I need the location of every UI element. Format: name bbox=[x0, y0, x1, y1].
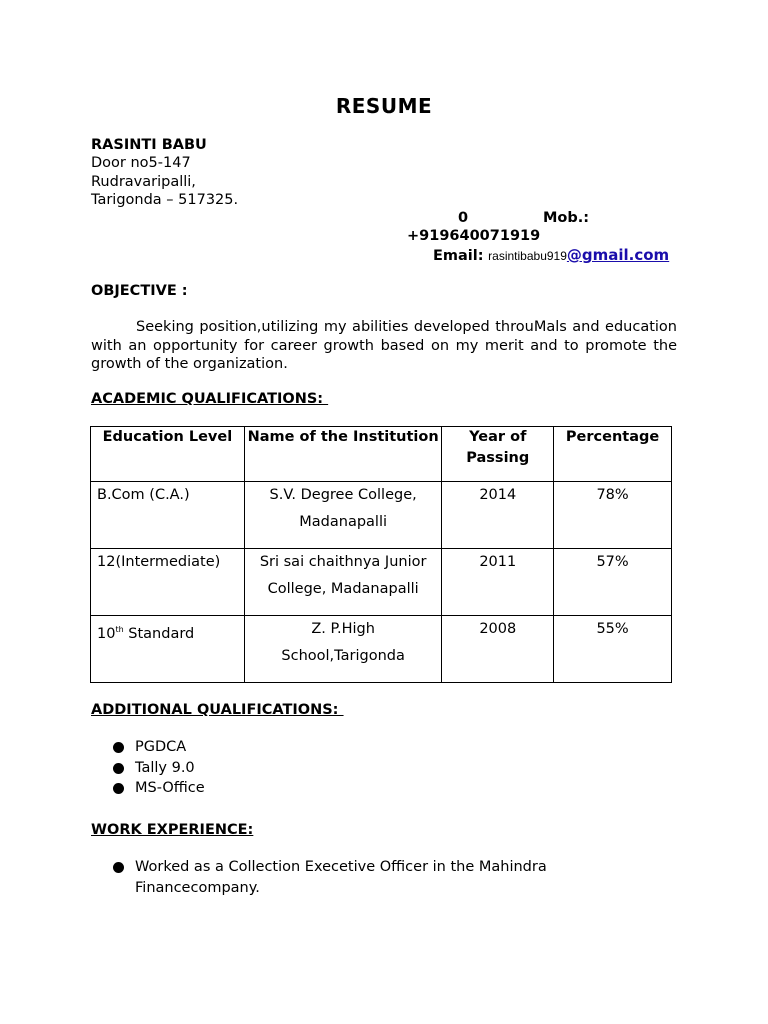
cell-percentage: 78% bbox=[554, 482, 672, 549]
institution-line: Madanapalli bbox=[299, 514, 388, 530]
level-prefix: 10 bbox=[97, 625, 116, 642]
cell-year: 2011 bbox=[442, 549, 554, 616]
candidate-name: RASINTI BABU bbox=[91, 137, 207, 153]
list-item bbox=[113, 758, 205, 779]
cell-percentage: 57% bbox=[554, 549, 672, 616]
bullet-icon bbox=[113, 763, 124, 774]
list-item-label: Worked as a Collection Execetive Officer in the Mahindra Financecompany. bbox=[135, 859, 547, 896]
academic-table bbox=[90, 426, 672, 683]
additional-list bbox=[113, 737, 205, 799]
work-list bbox=[113, 857, 583, 898]
header-institution: Name of the Institution bbox=[244, 427, 442, 482]
mobile-number: +919640071919 bbox=[407, 228, 541, 244]
mobile-label: Mob.: bbox=[543, 210, 590, 226]
objective-text: Seeking position,utilizing my abilities developed throuMals and education with an opportunity for career growth based on my merit and to promote the growth of the organization. bbox=[91, 319, 677, 372]
bullet-icon bbox=[113, 862, 124, 873]
cell-institution bbox=[244, 549, 442, 616]
cell-level bbox=[91, 616, 245, 683]
header-education-level: Education Level bbox=[91, 427, 245, 482]
list-item bbox=[113, 857, 583, 898]
institution-line: Sri sai chaithnya Junior bbox=[259, 554, 427, 570]
header-percentage: Percentage bbox=[554, 427, 672, 482]
table-row bbox=[91, 549, 672, 616]
list-item-label: Tally 9.0 bbox=[135, 759, 195, 776]
objective-heading: OBJECTIVE : bbox=[91, 283, 188, 299]
header-year: Year of Passing bbox=[442, 427, 554, 482]
address-line-1: Door no5-147 bbox=[91, 155, 191, 171]
academic-heading: ACADEMIC QUALIFICATIONS: bbox=[91, 391, 329, 407]
cell-year: 2008 bbox=[442, 616, 554, 683]
email-line bbox=[433, 246, 669, 264]
list-item-label: MS-Office bbox=[135, 780, 205, 796]
resume-title: RESUME bbox=[335, 94, 433, 118]
level-superscript: th bbox=[115, 625, 124, 634]
institution-line: Z. P.High bbox=[311, 621, 375, 637]
additional-heading: ADDITIONAL QUALIFICATIONS: bbox=[91, 702, 344, 718]
table-row bbox=[91, 616, 672, 683]
institution-line: S.V. Degree College, bbox=[269, 487, 417, 503]
level-suffix: Standard bbox=[123, 625, 195, 642]
institution-line: School,Tarigonda bbox=[281, 648, 405, 664]
bullet-icon bbox=[113, 783, 124, 794]
institution-line: College, Madanapalli bbox=[267, 581, 419, 597]
cell-institution bbox=[244, 616, 442, 683]
list-item-label: PGDCA bbox=[135, 739, 187, 755]
cell-percentage: 55% bbox=[554, 616, 672, 683]
table-row bbox=[91, 482, 672, 549]
cell-institution bbox=[244, 482, 442, 549]
address-line-3: Tarigonda – 517325. bbox=[91, 192, 239, 208]
cell-level: B.Com (C.A.) bbox=[91, 482, 245, 549]
bullet-icon bbox=[113, 742, 124, 753]
cell-level: 12(Intermediate) bbox=[91, 549, 245, 616]
list-item bbox=[113, 778, 205, 799]
cell-year: 2014 bbox=[442, 482, 554, 549]
list-item bbox=[113, 737, 205, 758]
email-label: Email: bbox=[433, 248, 484, 264]
contact-zero: 0 bbox=[458, 210, 469, 226]
email-user: rasintibabu919 bbox=[488, 249, 567, 263]
email-domain-link[interactable]: @gmail.com bbox=[566, 246, 670, 264]
table-header-row bbox=[91, 427, 672, 482]
work-heading: WORK EXPERIENCE: bbox=[91, 822, 254, 838]
address-line-2: Rudravaripalli, bbox=[91, 174, 196, 190]
